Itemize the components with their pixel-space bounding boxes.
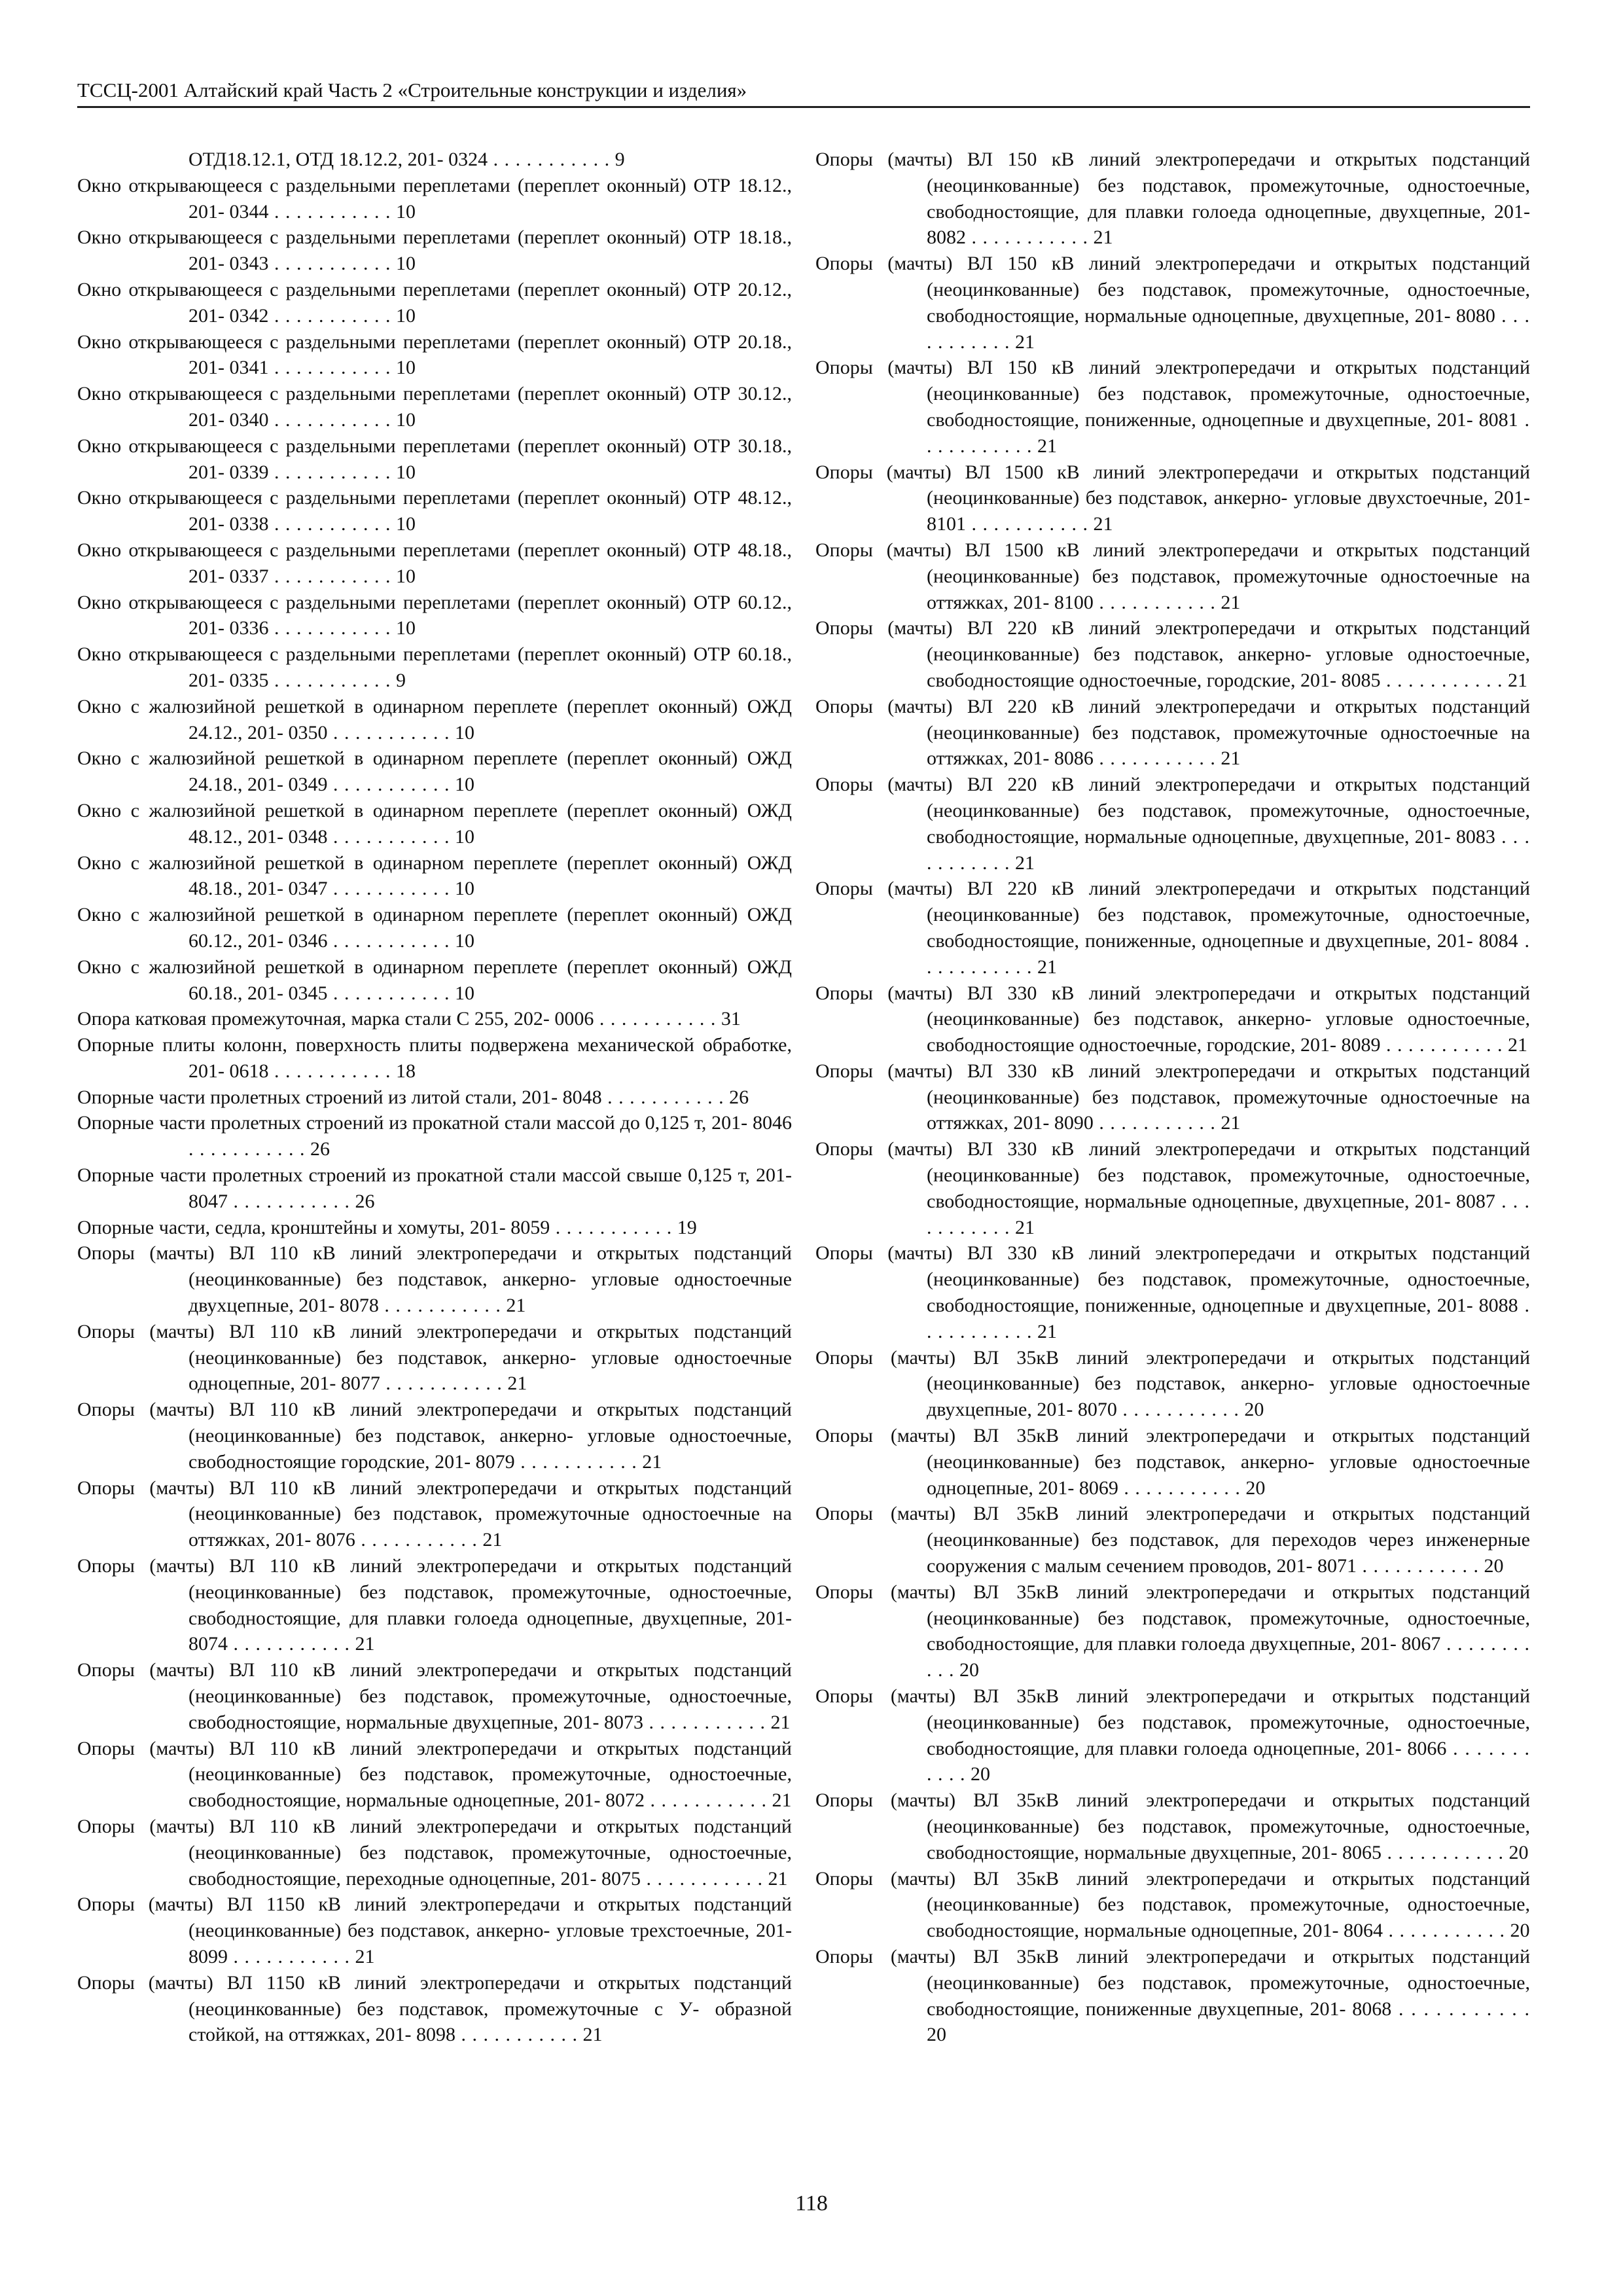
entry-page: 10 bbox=[455, 825, 474, 848]
entry-page: 21 bbox=[642, 1450, 662, 1473]
entry-page: 10 bbox=[396, 565, 416, 587]
entry-page: 20 bbox=[1484, 1555, 1504, 1577]
entry-text: Опоры (мачты) ВЛ 220 кВ линий электропередачи и открытых подстанций (неоцинкованные) без подставок, промежуточные, одностоечные, свободностоящие, пониженные, одноцепные и двухцепные, 201- 8084 . . . bbox=[815, 878, 1530, 977]
entry-text: Окно открывающееся с раздельными переплетами (переплет оконный) ОТР 60.18., 201- 0335 . . . bbox=[77, 643, 792, 691]
entry-text: Опоры (мачты) ВЛ 220 кВ линий электропередачи и открытых подстанций (неоцинкованные) без подставок, промежуточные одностоечные на оттяжках, 201- 8086 . . . bbox=[815, 696, 1530, 770]
entry-text: ОТД18.12.1, ОТД 18.12.2, 201- 0324 . . . bbox=[188, 149, 610, 170]
index-entry bbox=[815, 876, 1530, 980]
entry-text: Окно открывающееся с раздельными переплетами (переплет оконный) ОТР 48.18., 201- 0337 . . . bbox=[77, 539, 792, 587]
index-entry bbox=[77, 173, 792, 225]
index-entry bbox=[77, 381, 792, 433]
index-entry bbox=[815, 355, 1530, 459]
index-column-right bbox=[815, 147, 1530, 2048]
entry-page: 21 bbox=[355, 1633, 375, 1655]
index-entry bbox=[77, 1970, 792, 2048]
entry-text: Опорные части пролетных строений из прокатной стали массой свыше 0,125 т, 201- 8047 . . . bbox=[77, 1164, 792, 1212]
index-entry bbox=[815, 980, 1530, 1058]
index-entry bbox=[77, 1736, 792, 1814]
entry-page: 20 bbox=[927, 2024, 946, 2046]
index-entry bbox=[77, 1319, 792, 1397]
index-entry bbox=[77, 590, 792, 642]
entry-page: 10 bbox=[396, 513, 416, 535]
entry-page: 21 bbox=[1507, 669, 1527, 691]
entry-page: 21 bbox=[1221, 747, 1241, 770]
index-entry bbox=[77, 694, 792, 746]
index-entry bbox=[77, 641, 792, 694]
entry-page: 21 bbox=[772, 1789, 792, 1812]
entry-page: 10 bbox=[396, 304, 416, 327]
index-entry bbox=[815, 1423, 1530, 1501]
index-entry bbox=[815, 1058, 1530, 1136]
entry-text: Опоры (мачты) ВЛ 150 кВ линий электропередачи и открытых подстанций (неоцинкованные) без подставок, промежуточные, одностоечные, свободностоящие, пониженные, одноцепные и двухцепные, 201- 8081 . . . bbox=[815, 357, 1530, 456]
entry-text: Окно открывающееся с раздельными переплетами (переплет оконный) ОТР 18.18., 201- 0343 . . . bbox=[77, 226, 792, 274]
entry-page: 9 bbox=[396, 669, 406, 691]
entry-text: Опорные части пролетных строений из прокатной стали массой до 0,125 т, 201- 8046 . . . bbox=[77, 1112, 792, 1160]
index-entry bbox=[77, 433, 792, 486]
index-entry bbox=[77, 902, 792, 954]
entry-page: 31 bbox=[721, 1008, 741, 1030]
index-entry bbox=[815, 147, 1530, 251]
index-entry bbox=[815, 1866, 1530, 1944]
entry-text: Опоры (мачты) ВЛ 330 кВ линий электропередачи и открытых подстанций (неоцинкованные) без подставок, промежуточные одностоечные на оттяжках, 201- 8090 . . . bbox=[815, 1060, 1530, 1134]
entry-text: Окно открывающееся с раздельными переплетами (переплет оконный) ОТР 48.12., 201- 0338 . . . bbox=[77, 487, 792, 535]
entry-page: 21 bbox=[582, 2024, 603, 2046]
entry-page: 20 bbox=[1245, 1477, 1266, 1499]
entry-text: Опоры (мачты) ВЛ 35кВ линий электропередачи и открытых подстанций (неоцинкованные) без подставок, анкерно- угловые одностоечные одноцепные, 201- 8069 . . . bbox=[815, 1425, 1530, 1499]
entry-page: 10 bbox=[455, 774, 474, 796]
entry-text: Окно с жалюзийной решеткой в одинарном переплете (переплет оконный) ОЖД 48.18., 201- 0347 . . . bbox=[77, 852, 792, 900]
index-entry bbox=[77, 147, 792, 173]
entry-page: 10 bbox=[396, 617, 416, 639]
entry-text: Опоры (мачты) ВЛ 35кВ линий электропередачи и открытых подстанций (неоцинкованные) без подставок, для переходов через инженерные сооружения с малым сечением проводов, 201- 8071 . . . bbox=[815, 1503, 1530, 1577]
entry-text: Опорные плиты колонн, поверхность плиты подвержена механической обработке, 201- 0618 . . . bbox=[77, 1034, 792, 1082]
index-entry bbox=[77, 1162, 792, 1215]
index-entry bbox=[815, 459, 1530, 537]
entry-text: Опоры (мачты) ВЛ 150 кВ линий электропередачи и открытых подстанций (неоцинкованные) без подставок, промежуточные, одностоечные, свободностоящие, нормальные одноцепные, двухцепные, 201- 8080 . . . bbox=[815, 253, 1530, 352]
entry-page: 21 bbox=[1015, 852, 1035, 874]
entry-page: 19 bbox=[677, 1216, 697, 1238]
entry-page: 20 bbox=[959, 1659, 979, 1681]
entry-text: Опоры (мачты) ВЛ 35кВ линий электропередачи и открытых подстанций (неоцинкованные) без подставок, промежуточные, одностоечные, свободностоящие, для плавки голоеда двухцепные, 201- 8067 . . . bbox=[815, 1581, 1530, 1681]
index-entry bbox=[77, 850, 792, 903]
entry-page: 10 bbox=[396, 408, 416, 431]
entry-text: Окно с жалюзийной решеткой в одинарном переплете (переплет оконный) ОЖД 48.12., 201- 0348 . . . bbox=[77, 800, 792, 848]
entry-page: 21 bbox=[1093, 226, 1113, 249]
entry-text: Опоры (мачты) ВЛ 110 кВ линий электропередачи и открытых подстанций (неоцинкованные) без подставок, промежуточные, одностоечные, свободностоящие, для плавки голоеда одноцепные, двухцепные, 201- 8074 . . . bbox=[77, 1555, 792, 1655]
index-entry bbox=[815, 537, 1530, 615]
entry-page: 20 bbox=[1510, 1920, 1530, 1942]
entry-page: 10 bbox=[396, 200, 416, 223]
entry-text: Окно открывающееся с раздельными переплетами (переплет оконный) ОТР 20.18., 201- 0341 . . . bbox=[77, 331, 792, 379]
entry-text: Опоры (мачты) ВЛ 1150 кВ линий электропередачи и открытых подстанций (неоцинкованные) без подставок, анкерно- угловые трехстоечные, 201- 8099 . . . bbox=[77, 1893, 792, 1967]
entry-page: 21 bbox=[1221, 1112, 1241, 1134]
page-number: 118 bbox=[795, 2191, 828, 2215]
entry-text: Опоры (мачты) ВЛ 35кВ линий электропередачи и открытых подстанций (неоцинкованные) без подставок, промежуточные, одностоечные, свободностоящие, нормальные одноцепные, 201- 8064 . . . bbox=[815, 1868, 1530, 1942]
entry-text: Опоры (мачты) ВЛ 110 кВ линий электропередачи и открытых подстанций (неоцинкованные) без подставок, промежуточные, одностоечные, свободностоящие, нормальные двухцепные, 201- 8073 . . . bbox=[77, 1659, 792, 1733]
index-entry bbox=[77, 1110, 792, 1162]
entry-text: Окно с жалюзийной решеткой в одинарном переплете (переплет оконный) ОЖД 60.18., 201- 0345 . . . bbox=[77, 956, 792, 1004]
entry-text: Опоры (мачты) ВЛ 110 кВ линий электропередачи и открытых подстанций (неоцинкованные) без подставок, промежуточные одностоечные на оттяжках, 201- 8076 . . . bbox=[77, 1477, 792, 1551]
entry-page: 10 bbox=[455, 982, 474, 1004]
entry-page: 21 bbox=[1015, 1216, 1035, 1238]
entry-page: 21 bbox=[506, 1295, 526, 1317]
entry-text: Опоры (мачты) ВЛ 110 кВ линий электропередачи и открытых подстанций (неоцинкованные) без подставок, анкерно- угловые одностоечные одноцепные, 201- 8077 . . . bbox=[77, 1321, 792, 1395]
entry-text: Опоры (мачты) ВЛ 1500 кВ линий электропередачи и открытых подстанций (неоцинкованные) без подставок, промежуточные одностоечные на оттяжках, 201- 8100 . . . bbox=[815, 539, 1530, 613]
entry-page: 10 bbox=[455, 878, 474, 900]
index-entry bbox=[815, 694, 1530, 772]
entry-text: Опоры (мачты) ВЛ 150 кВ линий электропередачи и открытых подстанций (неоцинкованные) без подставок, промежуточные, одностоечные, свободностоящие, для плавки голоеда одноцепные, двухцепные, 201- 8082 . . . bbox=[815, 149, 1530, 248]
entry-text: Окно открывающееся с раздельными переплетами (переплет оконный) ОТР 20.12., 201- 0342 . . . bbox=[77, 279, 792, 327]
index-entry bbox=[77, 1657, 792, 1735]
entry-page: 26 bbox=[729, 1086, 749, 1108]
entry-text: Опоры (мачты) ВЛ 330 кВ линий электропередачи и открытых подстанций (неоцинкованные) без подставок, промежуточные, одностоечные, свободностоящие, нормальные одноцепные, двухцепные, 201- 8087 . . . bbox=[815, 1138, 1530, 1238]
entry-page: 21 bbox=[1037, 956, 1057, 978]
entry-text: Опоры (мачты) ВЛ 35кВ линий электропередачи и открытых подстанций (неоцинкованные) без подставок, анкерно- угловые одностоечные двухцепные, 201- 8070 . . . bbox=[815, 1347, 1530, 1421]
entry-text: Опоры (мачты) ВЛ 110 кВ линий электропередачи и открытых подстанций (неоцинкованные) без подставок, промежуточные, одностоечные, свободностоящие, переходные одноцепные, 201- 8075 . . . bbox=[77, 1816, 792, 1890]
index-entry bbox=[77, 1397, 792, 1475]
index-entry bbox=[77, 1085, 792, 1111]
entry-page: 20 bbox=[971, 1763, 990, 1785]
index-entry bbox=[77, 1892, 792, 1969]
index-entry bbox=[815, 615, 1530, 693]
entry-text: Окно открывающееся с раздельными переплетами (переплет оконный) ОТР 18.12., 201- 0344 . . . bbox=[77, 175, 792, 223]
entry-page: 20 bbox=[1244, 1399, 1264, 1421]
entry-page: 21 bbox=[1221, 591, 1241, 613]
entry-page: 21 bbox=[768, 1867, 788, 1890]
entry-page: 10 bbox=[396, 357, 416, 379]
index-entry bbox=[77, 537, 792, 590]
entry-text: Опоры (мачты) ВЛ 35кВ линий электропередачи и открытых подстанций (неоцинкованные) без подставок, промежуточные, одностоечные, свободностоящие, для плавки голоеда одноцепные, 201- 8066 . . . bbox=[815, 1685, 1530, 1785]
index-entry bbox=[815, 772, 1530, 876]
index-entry bbox=[77, 224, 792, 277]
index-entry bbox=[77, 1814, 792, 1892]
entry-text: Опора катковая промежуточная, марка стали С 255, 202- 0006 . . . bbox=[77, 1008, 716, 1030]
entry-page: 21 bbox=[770, 1711, 791, 1733]
entry-page: 21 bbox=[1093, 513, 1113, 535]
header-title: ТССЦ-2001 Алтайский край Часть 2 «Строительные конструкции и изделия» bbox=[77, 79, 747, 101]
entry-page: 10 bbox=[455, 929, 474, 952]
entry-text: Окно с жалюзийной решеткой в одинарном переплете (переплет оконный) ОЖД 24.12., 201- 0350 . . . bbox=[77, 696, 792, 744]
entry-text: Опоры (мачты) ВЛ 110 кВ линий электропередачи и открытых подстанций (неоцинкованные) без подставок, анкерно- угловые одностоечные, свободностоящие городские, 201- 8079 . . . bbox=[77, 1399, 792, 1473]
index-entry bbox=[77, 798, 792, 850]
entry-page: 26 bbox=[310, 1138, 330, 1160]
index-entry bbox=[815, 1579, 1530, 1683]
index-entry bbox=[77, 329, 792, 382]
index-entry bbox=[77, 954, 792, 1007]
index-entry bbox=[815, 1944, 1530, 2048]
entry-page: 21 bbox=[1015, 331, 1035, 353]
entry-page: 9 bbox=[615, 149, 625, 170]
entry-text: Опоры (мачты) ВЛ 110 кВ линий электропередачи и открытых подстанций (неоцинкованные) без подставок, анкерно- угловые одностоечные двухцепные, 201- 8078 . . . bbox=[77, 1242, 792, 1316]
entry-page: 26 bbox=[355, 1190, 375, 1212]
index-entry bbox=[77, 1215, 792, 1241]
entry-text: Опорные части пролетных строений из литой стали, 201- 8048 . . . bbox=[77, 1086, 724, 1108]
entry-text: Опоры (мачты) ВЛ 1500 кВ линий электропередачи и открытых подстанций (неоцинкованные) без подставок, анкерно- угловые двухстоечные, 201- 8101 . . . bbox=[815, 461, 1530, 535]
entry-page: 21 bbox=[507, 1372, 527, 1395]
entry-text: Опоры (мачты) ВЛ 330 кВ линий электропередачи и открытых подстанций (неоцинкованные) без подставок, промежуточные, одностоечные, свободностоящие, пониженные, одноцепные и двухцепные, 201- 8088 . . . bbox=[815, 1242, 1530, 1342]
entry-page: 21 bbox=[482, 1529, 503, 1551]
entry-page: 10 bbox=[396, 253, 416, 275]
index-entry bbox=[77, 1553, 792, 1657]
entry-text: Опоры (мачты) ВЛ 35кВ линий электропередачи и открытых подстанций (неоцинкованные) без подставок, промежуточные, одностоечные, свободностоящие, нормальные двухцепные, 201- 8065 . . . bbox=[815, 1789, 1530, 1863]
entry-page: 10 bbox=[455, 721, 474, 744]
index-entry bbox=[815, 251, 1530, 355]
entry-text: Окно открывающееся с раздельными переплетами (переплет оконный) ОТР 30.12., 201- 0340 . . . bbox=[77, 383, 792, 431]
entry-text: Опоры (мачты) ВЛ 220 кВ линий электропередачи и открытых подстанций (неоцинкованные) без подставок, промежуточные, одностоечные, свободностоящие, нормальные одноцепные, двухцепные, 201- 8083 . . . bbox=[815, 774, 1530, 873]
entry-page: 20 bbox=[1508, 1841, 1529, 1863]
entry-page: 21 bbox=[1037, 435, 1057, 457]
entry-text: Опоры (мачты) ВЛ 1150 кВ линий электропередачи и открытых подстанций (неоцинкованные) без подставок, промежуточные с У- образной стойкой, на оттяжках, 201- 8098 . . . bbox=[77, 1972, 792, 2046]
index-entry bbox=[815, 1683, 1530, 1787]
entry-page: 21 bbox=[1037, 1320, 1057, 1342]
index-entry bbox=[77, 1475, 792, 1553]
entry-text: Окно с жалюзийной решеткой в одинарном переплете (переплет оконный) ОЖД 24.18., 201- 0349 . . . bbox=[77, 747, 792, 795]
index-entry bbox=[77, 1032, 792, 1085]
index-entry bbox=[77, 485, 792, 537]
entry-page: 21 bbox=[355, 1945, 375, 1967]
entry-page: 10 bbox=[396, 461, 416, 483]
index-entry bbox=[77, 277, 792, 329]
entry-text: Опоры (мачты) ВЛ 220 кВ линий электропередачи и открытых подстанций (неоцинкованные) без подставок, анкерно- угловые одностоечные, свободностоящие одностоечные, городские, 201- 8085 . . . bbox=[815, 617, 1530, 691]
entry-text: Окно с жалюзийной решеткой в одинарном переплете (переплет оконный) ОЖД 60.12., 201- 0346 . . . bbox=[77, 904, 792, 952]
index-entry bbox=[815, 1787, 1530, 1865]
entry-text: Опоры (мачты) ВЛ 330 кВ линий электропередачи и открытых подстанций (неоцинкованные) без подставок, анкерно- угловые одностоечные, свободностоящие одностоечные, городские, 201- 8089 . . . bbox=[815, 982, 1530, 1056]
index-entry bbox=[815, 1136, 1530, 1240]
index-column-left bbox=[77, 147, 792, 2048]
index-entry bbox=[77, 745, 792, 798]
index-entry bbox=[815, 1501, 1530, 1579]
entry-text: Опоры (мачты) ВЛ 110 кВ линий электропередачи и открытых подстанций (неоцинкованные) без подставок, промежуточные, одностоечные, свободностоящие, нормальные одноцепные, 201- 8072 . . . bbox=[77, 1738, 792, 1812]
entry-page: 21 bbox=[1507, 1034, 1527, 1056]
entry-page: 18 bbox=[396, 1060, 416, 1082]
page-header bbox=[77, 77, 1530, 108]
entry-text: Опоры (мачты) ВЛ 35кВ линий электропередачи и открытых подстанций (неоцинкованные) без подставок, промежуточные, одностоечные, свободностоящие, пониженные двухцепные, 201- 8068 . . . bbox=[815, 1946, 1530, 2020]
entry-text: Опорные части, седла, кронштейны и хомуты, 201- 8059 . . . bbox=[77, 1217, 672, 1238]
entry-text: Окно открывающееся с раздельными переплетами (переплет оконный) ОТР 60.12., 201- 0336 . . . bbox=[77, 592, 792, 639]
index-entry bbox=[77, 1006, 792, 1032]
entry-text: Окно открывающееся с раздельными переплетами (переплет оконный) ОТР 30.18., 201- 0339 . . . bbox=[77, 435, 792, 483]
index-entry bbox=[815, 1345, 1530, 1423]
index-entry bbox=[77, 1240, 792, 1318]
index-entry bbox=[815, 1240, 1530, 1344]
